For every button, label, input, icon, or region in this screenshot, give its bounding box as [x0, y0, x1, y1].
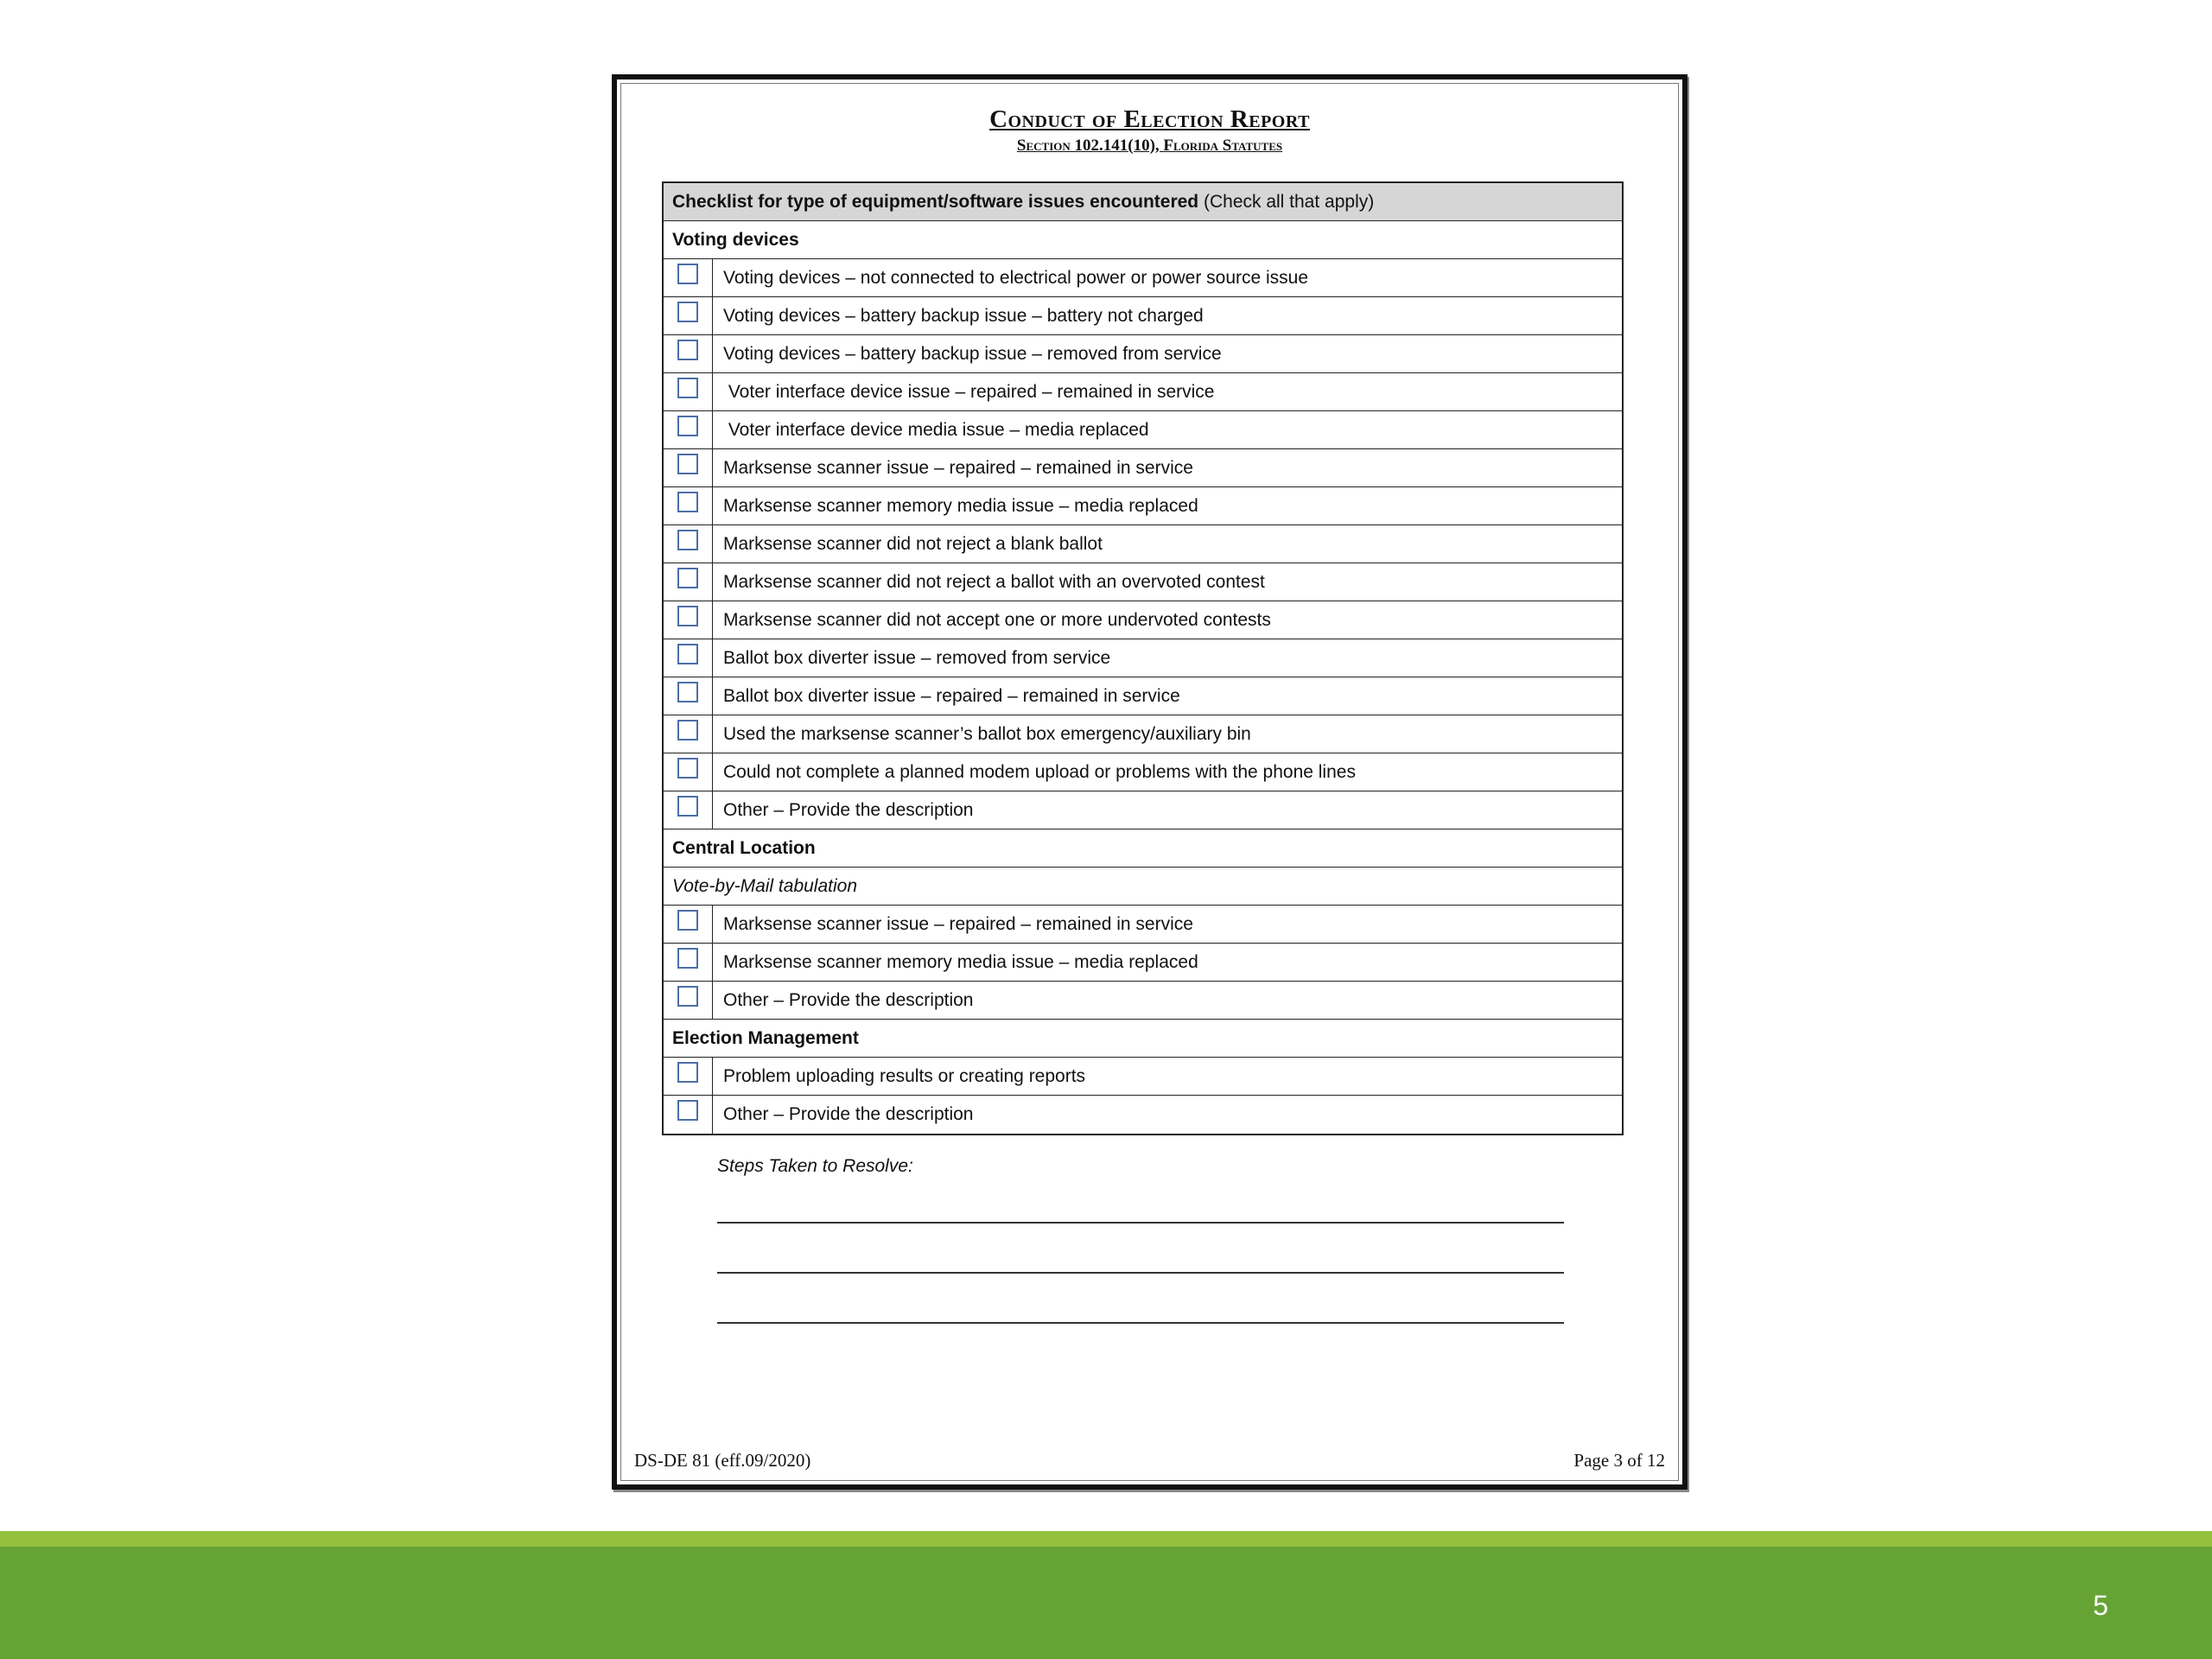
checklist-header-title: Checklist for type of equipment/software issues encountered [672, 191, 1199, 212]
checklist-item [664, 487, 1622, 525]
checklist-item [664, 601, 1622, 639]
checkbox[interactable] [677, 948, 698, 969]
checkbox-cell [664, 906, 713, 943]
checkbox-cell [664, 449, 713, 486]
checkbox-cell [664, 373, 713, 410]
checklist-item-label: Other – Provide the description [723, 799, 974, 820]
checklist-item [664, 563, 1622, 601]
checkbox-cell [664, 259, 713, 296]
checkbox[interactable] [677, 264, 698, 284]
checkbox-cell [664, 639, 713, 677]
checklist-header [664, 183, 1622, 221]
checkbox[interactable] [677, 910, 698, 931]
checkbox[interactable] [677, 1062, 698, 1083]
form-number: DS-DE 81 (eff.09/2020) [634, 1450, 811, 1471]
checklist-item [664, 1058, 1622, 1096]
steps-taken-label: Steps Taken to Resolve: [717, 1156, 913, 1176]
checklist-item [664, 259, 1622, 297]
checklist-section-heading [664, 1020, 1622, 1058]
checklist-item [664, 335, 1622, 373]
checkbox-cell [664, 601, 713, 639]
checkbox[interactable] [677, 606, 698, 626]
checkbox[interactable] [677, 568, 698, 588]
checklist-header-note: (Check all that apply) [1198, 191, 1375, 212]
checkbox[interactable] [677, 416, 698, 436]
page-number: Page 3 of 12 [1573, 1450, 1665, 1471]
checklist-item-label: Marksense scanner issue – repaired – remained in service [723, 457, 1193, 478]
checklist-item-label: Could not complete a planned modem upload or problems with the phone lines [723, 761, 1356, 782]
section-label: Vote-by-Mail tabulation [672, 875, 857, 896]
checklist-item [664, 906, 1622, 944]
checkbox[interactable] [677, 1100, 698, 1121]
checklist-item-label: Voting devices – battery backup issue – removed from service [723, 343, 1222, 364]
checkbox-cell [664, 335, 713, 372]
checklist-item [664, 753, 1622, 791]
checklist-item-label: Marksense scanner did not accept one or more undervoted contests [723, 609, 1271, 630]
checklist-item-label: Marksense scanner issue – repaired – remained in service [723, 913, 1193, 934]
checklist-section-heading [664, 830, 1622, 868]
checklist-item [664, 639, 1622, 677]
steps-line-3[interactable] [717, 1322, 1564, 1324]
checklist-item [664, 677, 1622, 715]
checkbox[interactable] [677, 454, 698, 474]
checkbox[interactable] [677, 644, 698, 664]
document-subtitle: Section 102.141(10), Florida Statutes [1016, 137, 1283, 155]
checklist-subsection-heading [664, 868, 1622, 906]
checklist-section-heading [664, 221, 1622, 259]
checkbox[interactable] [677, 758, 698, 779]
checkbox[interactable] [677, 682, 698, 702]
checkbox-cell [664, 525, 713, 563]
checklist-item-label: Other – Provide the description [723, 989, 974, 1010]
document-title: Conduct of Election Report [989, 105, 1310, 133]
checkbox-cell [664, 944, 713, 981]
checklist-item-label: Marksense scanner memory media issue – media replaced [723, 951, 1198, 972]
bottom-banner [0, 1547, 2212, 1659]
checkbox-cell [664, 297, 713, 334]
steps-line-1[interactable] [717, 1222, 1564, 1224]
checklist-item [664, 944, 1622, 982]
checklist-item [664, 411, 1622, 449]
checklist-item-label: Used the marksense scanner’s ballot box emergency/auxiliary bin [723, 723, 1251, 744]
checklist-item-label: Marksense scanner did not reject a ballot with an overvoted contest [723, 571, 1265, 592]
checkbox[interactable] [677, 492, 698, 512]
document-page [612, 74, 1688, 1490]
checkbox-cell [664, 1058, 713, 1095]
checklist-item-label: Marksense scanner memory media issue – media replaced [723, 495, 1198, 516]
section-label: Central Location [672, 837, 816, 858]
checkbox[interactable] [677, 378, 698, 398]
checkbox[interactable] [677, 720, 698, 741]
checklist-item-label: Voting devices – battery backup issue – battery not charged [723, 305, 1204, 326]
checkbox[interactable] [677, 302, 698, 322]
checkbox[interactable] [677, 986, 698, 1007]
checklist-item-label: Voter interface device media issue – media replaced [723, 419, 1149, 440]
checkbox-cell [664, 1096, 713, 1134]
checklist-item [664, 1096, 1622, 1134]
checklist-item [664, 982, 1622, 1020]
checkbox-cell [664, 715, 713, 753]
checkbox-cell [664, 677, 713, 715]
checklist-item [664, 715, 1622, 753]
section-label: Voting devices [672, 229, 799, 250]
checklist-item-label: Other – Provide the description [723, 1104, 974, 1124]
banner-stripe [0, 1531, 2212, 1547]
checkbox[interactable] [677, 340, 698, 360]
checkbox[interactable] [677, 796, 698, 817]
checklist-item-label: Ballot box diverter issue – repaired – remained in service [723, 685, 1180, 706]
checklist-item-label: Marksense scanner did not reject a blank ballot [723, 533, 1103, 554]
checklist-item-label: Ballot box diverter issue – removed from service [723, 647, 1111, 668]
checklist-item [664, 449, 1622, 487]
checkbox-cell [664, 982, 713, 1019]
checkbox-cell [664, 563, 713, 601]
checkbox-cell [664, 411, 713, 448]
section-label: Election Management [672, 1027, 859, 1048]
checklist-item-label: Voting devices – not connected to electrical power or power source issue [723, 267, 1309, 288]
checklist-item [664, 791, 1622, 830]
steps-line-2[interactable] [717, 1272, 1564, 1274]
checklist-item [664, 525, 1622, 563]
checkbox-cell [664, 753, 713, 791]
checkbox-cell [664, 487, 713, 524]
checklist-item [664, 373, 1622, 411]
checkbox[interactable] [677, 530, 698, 550]
checkbox-cell [664, 791, 713, 829]
slide-number: 5 [2093, 1590, 2108, 1621]
checklist-table [662, 181, 1624, 1135]
checklist-item-label: Voter interface device issue – repaired – remained in service [723, 381, 1215, 402]
checklist-item-label: Problem uploading results or creating reports [723, 1065, 1086, 1086]
checklist-item [664, 297, 1622, 335]
